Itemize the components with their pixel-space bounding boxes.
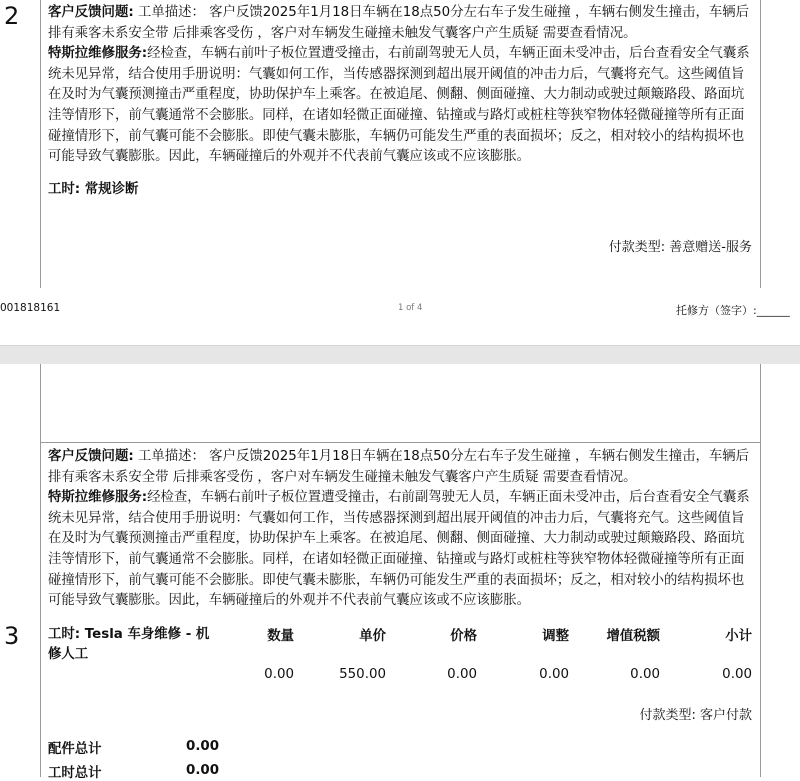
table-left-border: [40, 0, 41, 288]
service-text: 经检查，车辆右前叶子板位置遭受撞击，右前副驾驶无人员，车辆正面未受冲击，后台查看安全气囊系统未见异常，结合使用手册说明：气囊如何工作，当传感器探测到超出展开阈值的冲击力后，气囊将充气。这些阈值旨在及时为气囊预测撞击严重程度，协助保护车上乘客。在被追尾、侧翻、侧面碰撞、大力制动或驶过颠簸路段、路面坑洼等情形下，前气囊通常不会膨胀。同样，在诸如轻微正面碰撞、钻撞或与路灯或桩柱等狭窄物体轻微碰撞等所有正面碰撞情形下，前气囊可能不会膨胀。即使气囊未膨胀，车辆仍可能发生严重的表面损坏；反之，相对较小的结构损坏也可能导致气囊膨胀。因此，车辆碰撞后的外观并不代表前气囊应该或不应该膨胀。: [48, 46, 750, 165]
customer-feedback: [48, 447, 756, 488]
cell-adjustment: 0.00: [539, 667, 569, 682]
header-adjustment: 调整: [542, 629, 569, 644]
item-description: [48, 3, 756, 168]
item-number: 3: [4, 622, 20, 650]
tesla-service: [48, 44, 756, 168]
labor-label: 工时: 常规诊断: [48, 182, 139, 197]
feedback-text: 工单描述： 客户反馈2025年1月18日车辆在18点50分左右车子发生碰撞 ，车辆右侧发生撞击，车辆后排有乘客未系安全带 后排乘客受伤 ，客户对车辆发生碰撞未触发气囊客户产生质疑 需要查看情况。: [48, 449, 750, 485]
table-top-border: [40, 442, 761, 443]
service-label: 特斯拉维修服务:: [48, 490, 148, 506]
feedback-label: 客户反馈问题:: [48, 5, 134, 20]
cell-unit-price: 550.00: [339, 667, 386, 682]
feedback-text: 工单描述： 客户反馈2025年1月18日车辆在18点50分左右车子发生碰撞 ，车辆右侧发生撞击，车辆后排有乘客未系安全带 后排乘客受伤 ，客户对车辆发生碰撞未触发气囊客户产生质疑 需要查看情况。: [48, 5, 750, 41]
page-separator: [0, 345, 800, 365]
page-counter: 1 of 4: [398, 303, 423, 313]
customer-feedback: [48, 3, 756, 44]
item-number: 2: [4, 2, 20, 30]
table-right-border: [760, 364, 761, 777]
tesla-service: [48, 488, 756, 612]
labor-label-line1: 工时: Tesla 车身维修 - 机: [48, 627, 210, 642]
footer-order-number: 001818161: [0, 302, 61, 314]
cell-quantity: 0.00: [264, 667, 294, 682]
header-quantity: 数量: [267, 629, 294, 644]
service-text: 经检查，车辆右前叶子板位置遭受撞击，右前副驾驶无人员，车辆正面未受冲击，后台查看安全气囊系统未见异常，结合使用手册说明：气囊如何工作，当传感器探测到超出展开阈值的冲击力后，气囊将充气。这些阈值旨在及时为气囊预测撞击严重程度，协助保护车上乘客。在被追尾、侧翻、侧面碰撞、大力制动或驶过颠簸路段、路面坑洼等情形下，前气囊通常不会膨胀。同样，在诸如轻微正面碰撞、钻撞或与路灯或桩柱等狭窄物体轻微碰撞等所有正面碰撞情形下，前气囊可能不会膨胀。即使气囊未膨胀，车辆仍可能发生严重的表面损坏；反之，相对较小的结构损坏也可能导致气囊膨胀。因此，车辆碰撞后的外观并不代表前气囊应该或不应该膨胀。: [48, 490, 750, 609]
parts-total-value: 0.00: [186, 739, 220, 754]
payment-type: 付款类型: 善意赠送-服务: [608, 240, 752, 255]
document-page-1: [0, 0, 800, 345]
labor-label: [48, 625, 209, 665]
labor-total-value: 0.00: [186, 763, 220, 778]
header-vat: 增值税额: [606, 629, 660, 644]
signature-line: 托修方（签字）:______: [676, 304, 790, 317]
feedback-label: 客户反馈问题:: [48, 449, 134, 464]
header-subtotal: 小计: [725, 629, 752, 644]
parts-total-label: 配件总计: [48, 742, 102, 757]
table-left-border: [40, 364, 41, 777]
item-description: [48, 447, 756, 612]
cell-subtotal: 0.00: [722, 667, 752, 682]
labor-label-line2: 修人工: [48, 647, 89, 662]
cell-vat: 0.00: [630, 667, 660, 682]
cell-price: 0.00: [447, 667, 477, 682]
header-price: 价格: [450, 629, 477, 644]
document-page-2: [0, 364, 800, 781]
header-unit-price: 单价: [359, 629, 386, 644]
table-right-border: [760, 0, 761, 288]
service-label: 特斯拉维修服务:: [48, 46, 148, 62]
labor-total-label: 工时总计: [48, 766, 102, 781]
payment-type: 付款类型: 客户付款: [639, 708, 752, 723]
